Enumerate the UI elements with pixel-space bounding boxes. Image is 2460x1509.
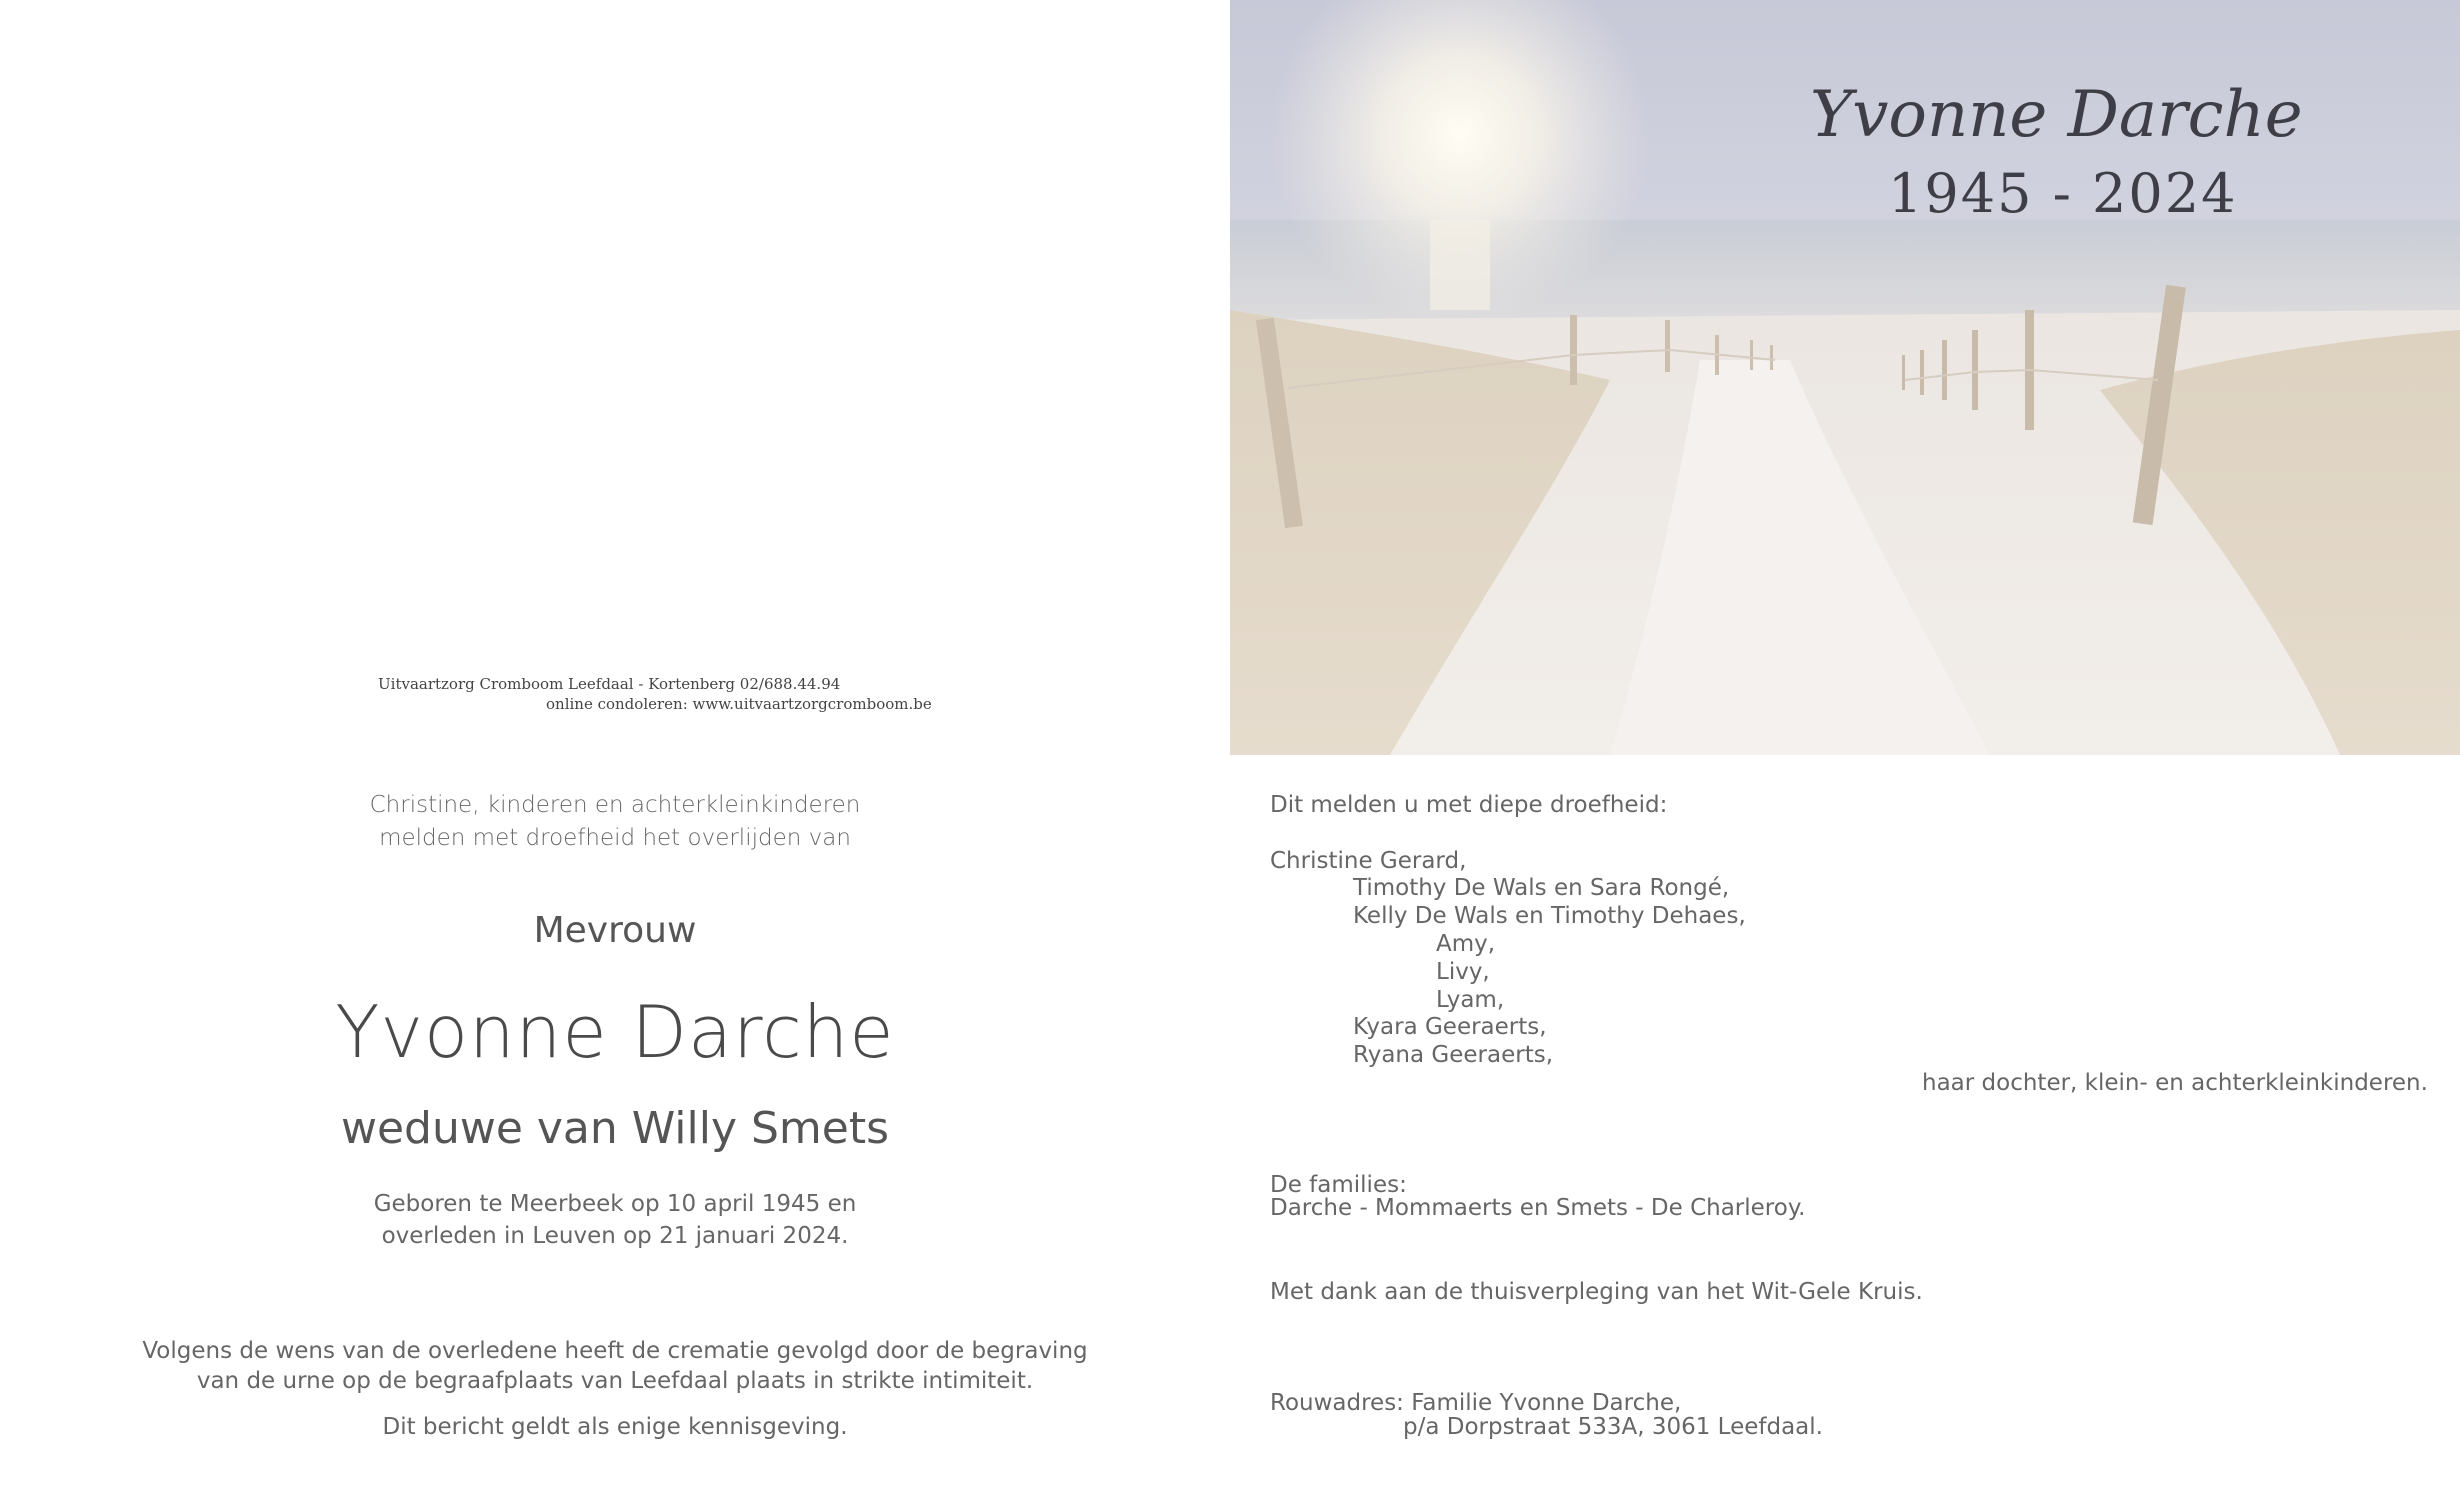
funeral-home-line: Uitvaartzorg Cromboom Leefdaal - Kortenberg 02/688.44.94 [378, 675, 841, 693]
family-member: Livy, [1436, 959, 1490, 985]
announcement: Dit melden u met diepe droefheid: [1270, 792, 1668, 818]
address-line-1: Rouwadres: Familie Yvonne Darche, [1270, 1390, 1682, 1416]
deceased-name: Yvonne Darche [335, 990, 895, 1074]
address-line-2: p/a Dorpstraat 533A, 3061 Leefdaal. [1403, 1414, 1823, 1440]
condolence-link[interactable]: online condoleren: www.uitvaartzorgcromboom.be [546, 695, 932, 713]
thanks-note: Met dank aan de thuisverpleging van het Wit-Gele Kruis. [1270, 1279, 1923, 1305]
family-member: Amy, [1436, 931, 1496, 957]
photo-name: Yvonne Darche [1810, 78, 2303, 152]
photo-years: 1945 - 2024 [1888, 162, 2238, 225]
birth-info-line-2: overleden in Leuven op 21 januari 2024. [381, 1223, 849, 1249]
intro-line-1: Christine, kinderen en achterkleinkinderen [369, 792, 861, 818]
beach-photo [1230, 0, 2460, 755]
relation-note: haar dochter, klein- en achterkleinkinderen. [1922, 1070, 2428, 1096]
family-member: Ryana Geeraerts, [1353, 1042, 1554, 1068]
families-label: De families: [1270, 1172, 1407, 1198]
widow-of: weduwe van Willy Smets [340, 1103, 890, 1154]
family-member: Christine Gerard, [1270, 848, 1467, 874]
intro-line-2: melden met droefheid het overlijden van [379, 825, 851, 851]
notice: Dit bericht geldt als enige kennisgeving. [382, 1414, 848, 1440]
family-member: Kelly De Wals en Timothy Dehaes, [1353, 903, 1746, 929]
family-member: Kyara Geeraerts, [1353, 1014, 1547, 1040]
family-member: Timothy De Wals en Sara Rongé, [1353, 875, 1730, 901]
birth-info-line-1: Geboren te Meerbeek op 10 april 1945 en [373, 1191, 857, 1217]
salutation: Mevrouw [533, 910, 697, 951]
wish-line-1: Volgens de wens van de overledene heeft de crematie gevolgd door de begraving [142, 1338, 1088, 1364]
wish-line-2: van de urne op de begraafplaats van Leefdaal plaats in strikte intimiteit. [196, 1368, 1034, 1394]
families-names: Darche - Mommaerts en Smets - De Charleroy. [1270, 1195, 1806, 1221]
family-member: Lyam, [1436, 987, 1505, 1013]
